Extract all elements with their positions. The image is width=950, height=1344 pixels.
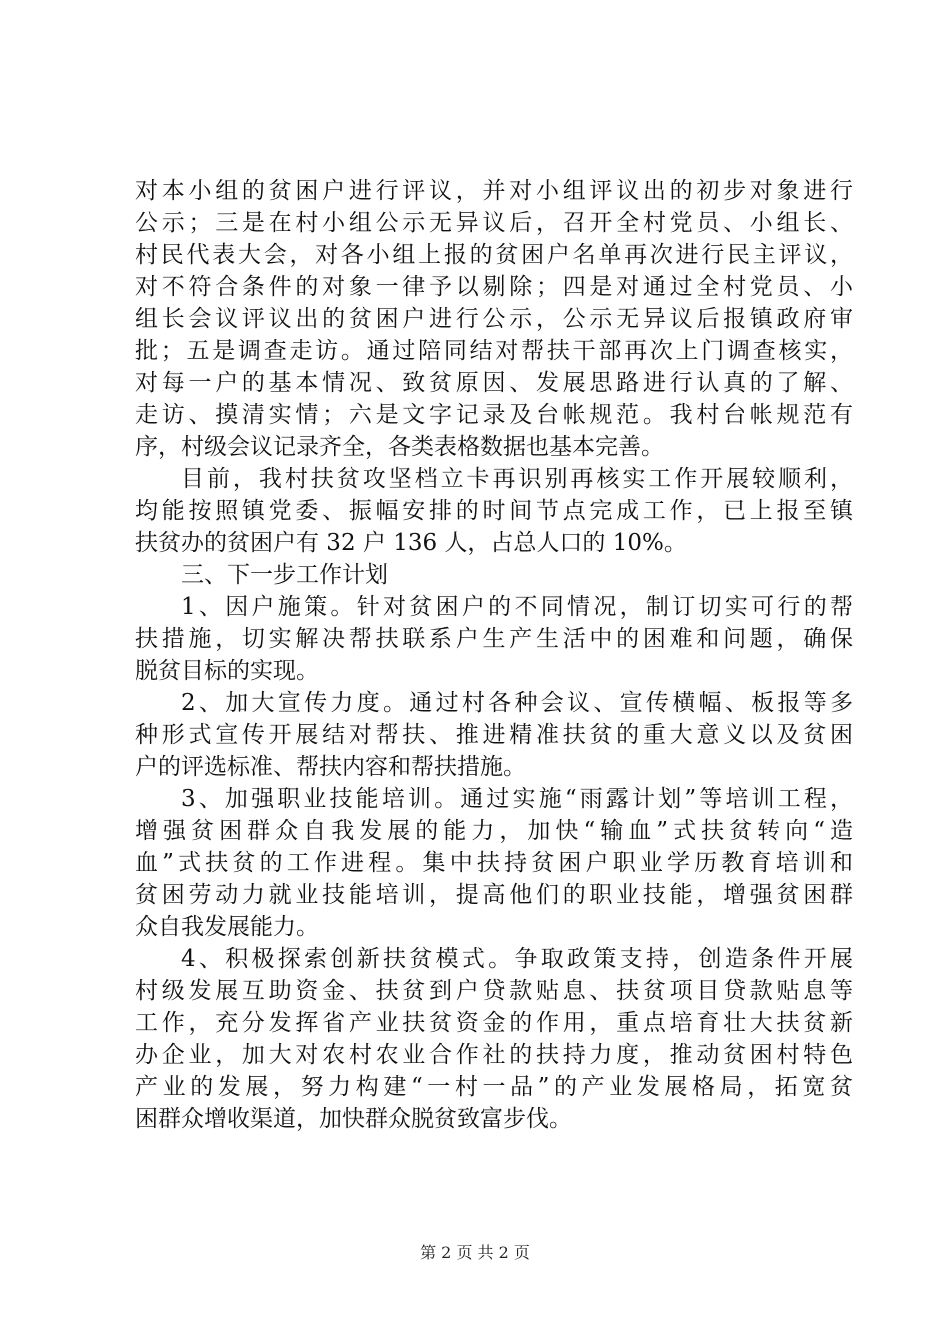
paragraph: [135, 175, 853, 463]
paragraph-line: 村民代表大会，对各小组上报的贫困户名单再次进行民主评议，: [135, 242, 853, 268]
paragraph-line: 3、加强职业技能培训。通过实施“雨露计划”等培训工程，: [181, 786, 853, 812]
paragraph-line: 4、积极探索创新扶贫模式。争取政策支持，创造条件开展: [181, 946, 853, 972]
paragraph-line: 组长会议评议出的贫困户进行公示，公示无异议后报镇政府审: [135, 306, 853, 332]
paragraph-line: 对每一户的基本情况、致贫原因、发展思路进行认真的了解、: [135, 370, 853, 396]
paragraph-line: 产业的发展，努力构建“一村一品”的产业发展格局，拓宽贫: [135, 1074, 853, 1100]
paragraph: [135, 591, 853, 687]
paragraph-line: 贫困劳动力就业技能培训，提高他们的职业技能，增强贫困群: [135, 882, 853, 908]
paragraph-line: 扶措施，切实解决帮扶联系户生产生活中的困难和问题，确保: [135, 626, 853, 652]
paragraph: [135, 783, 853, 943]
paragraph-line: 增强贫困群众自我发展的能力，加快“输血”式扶贫转向“造: [135, 818, 853, 844]
paragraph-line: 目前，我村扶贫攻坚档立卡再识别再核实工作开展较顺利，: [181, 466, 853, 492]
paragraph-line: 1、因户施策。针对贫困户的不同情况，制订切实可行的帮: [181, 594, 853, 620]
paragraph-line: 对不符合条件的对象一律予以剔除；四是对通过全村党员、小: [135, 274, 853, 300]
paragraph-line: 序，村级会议记录齐全，各类表格数据也基本完善。: [135, 434, 664, 460]
paragraph-line: 种形式宣传开展结对帮扶、推进精准扶贫的重大意义以及贫困: [135, 722, 853, 748]
paragraph-line: 工作，充分发挥省产业扶贫资金的作用，重点培育壮大扶贫新: [135, 1010, 853, 1036]
paragraph-line: 血”式扶贫的工作进程。集中扶持贫困户职业学历教育培训和: [135, 850, 853, 876]
paragraph-line: 众自我发展能力。: [135, 914, 319, 940]
paragraph-line: 2、加大宣传力度。通过村各种会议、宣传横幅、板报等多: [181, 690, 853, 716]
paragraph-line: 扶贫办的贫困户有 32 户 136 人，占总人口的 10%。: [135, 530, 687, 556]
paragraph-line: 困群众增收渠道，加快群众脱贫致富步伐。: [135, 1106, 572, 1132]
paragraph-line: 对本小组的贫困户进行评议，并对小组评议出的初步对象进行: [135, 178, 853, 204]
paragraph-line: 村级发展互助资金、扶贫到户贷款贴息、扶贫项目贷款贴息等: [135, 978, 853, 1004]
paragraph-line: 三、下一步工作计划: [181, 562, 388, 588]
paragraph-line: 公示；三是在村小组公示无异议后，召开全村党员、小组长、: [135, 210, 853, 236]
paragraph-line: 走访、摸清实情；六是文字记录及台帐规范。我村台帐规范有: [135, 402, 853, 428]
paragraph-line: 办企业，加大对农村农业合作社的扶持力度，推动贫困村特色: [135, 1042, 853, 1068]
paragraph: [135, 559, 853, 591]
paragraph-line: 批；五是调查走访。通过陪同结对帮扶干部再次上门调查核实，: [135, 338, 853, 364]
paragraph-line: 均能按照镇党委、振幅安排的时间节点完成工作，已上报至镇: [135, 498, 853, 524]
paragraph: [135, 463, 853, 559]
paragraph-line: 脱贫目标的实现。: [135, 658, 319, 684]
document-body: [135, 175, 853, 1135]
page-footer: 第 2 页 共 2 页: [420, 1243, 530, 1262]
paragraph-line: 户的评选标准、帮扶内容和帮扶措施。: [135, 754, 526, 780]
paragraph: [135, 943, 853, 1135]
paragraph: [135, 687, 853, 783]
